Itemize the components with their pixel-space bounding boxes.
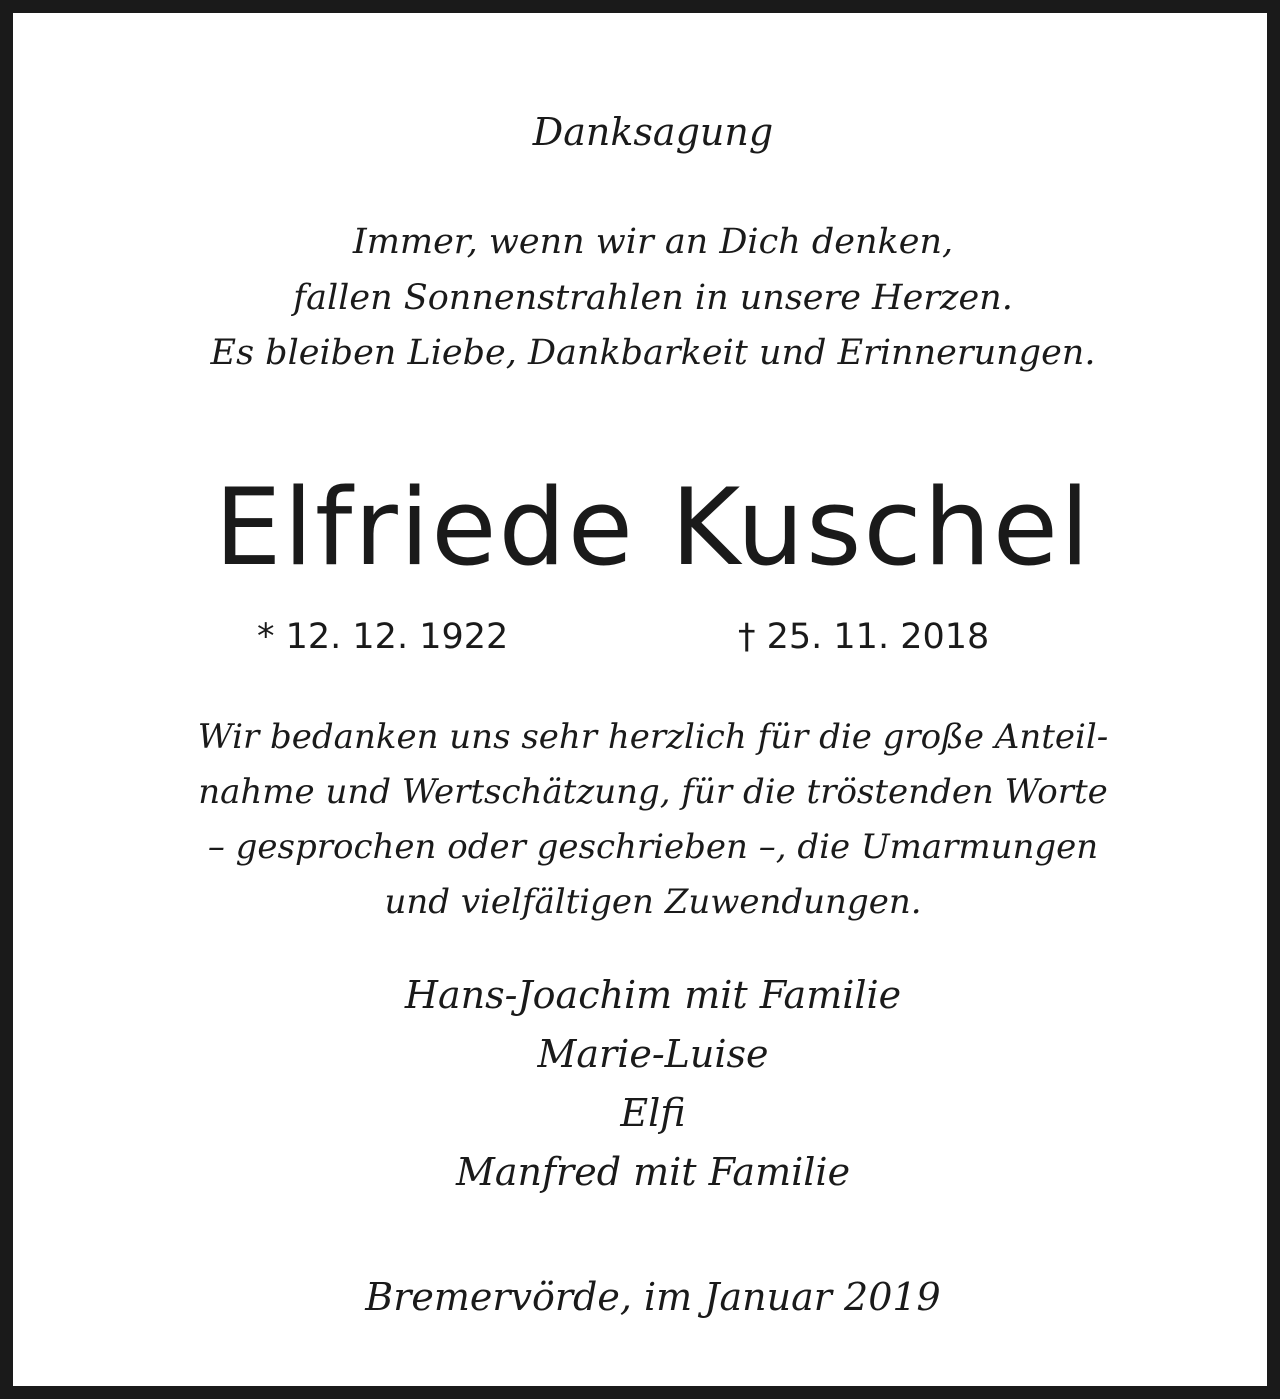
thanks-line-1: Wir bedanken uns sehr herzlich für die große Anteil- — [197, 717, 1109, 757]
deceased-name: Elfriede Kuschel — [214, 466, 1092, 589]
signature-2: Marie-Luise — [537, 1032, 769, 1076]
place-and-date: Bremervörde, im Januar 2019 — [365, 1275, 941, 1319]
thanks-line-4: und vielfältigen Zuwendungen. — [384, 882, 922, 922]
thanks-line-3: – gesprochen oder geschrieben –, die Umarmungen — [207, 827, 1099, 867]
thanks-line-2: nahme und Wertschätzung, für die tröstenden Worte — [198, 772, 1108, 812]
signature-3: Elfi — [620, 1091, 686, 1135]
signature-4: Manfred mit Familie — [455, 1150, 851, 1194]
notice-heading: Danksagung — [532, 110, 774, 154]
verse-line-3: Es bleiben Liebe, Dankbarkeit und Erinnerungen. — [210, 333, 1096, 373]
signature-1: Hans-Joachim mit Familie — [404, 973, 902, 1017]
verse-line-2: fallen Sonnenstrahlen in unsere Herzen. — [293, 278, 1013, 318]
verse-line-1: Immer, wenn wir an Dich denken, — [352, 222, 954, 262]
death-date: † 25. 11. 2018 — [738, 617, 990, 657]
birth-date: * 12. 12. 1922 — [257, 617, 509, 657]
